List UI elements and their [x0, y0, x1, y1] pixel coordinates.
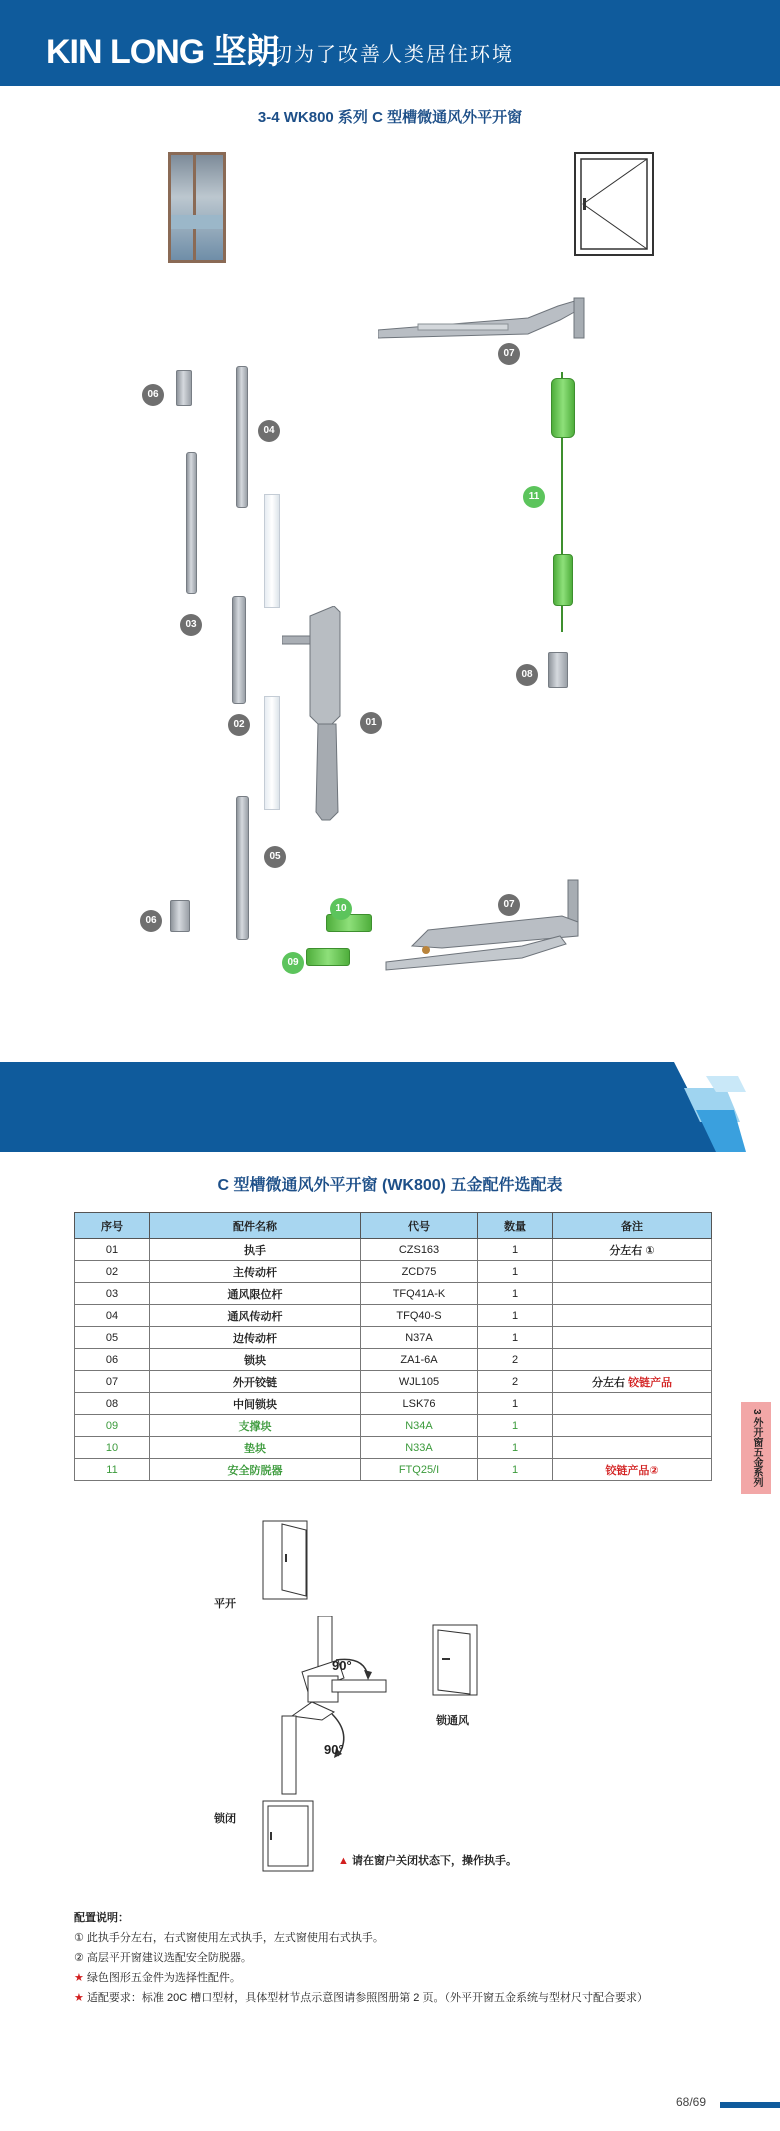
lock-block-bottom [170, 900, 190, 932]
plastic-cover-bottom [264, 696, 280, 810]
vent-limit-rod [186, 452, 197, 594]
col-name: 配件名称 [150, 1213, 361, 1239]
label-07-top: 07 [498, 343, 520, 365]
label-09: 09 [282, 952, 304, 974]
table-row-optional: 09 支撑块 N34A 1 [75, 1415, 712, 1437]
brand-logo: KIN LONG 坚朗 [46, 33, 279, 71]
section-title: 3-4 WK800 系列 C 型槽微通风外平开窗 [257, 109, 523, 126]
window-closed-icon [262, 1800, 316, 1874]
main-drive-rod [232, 596, 246, 704]
side-drive-rod [236, 796, 249, 940]
label-10: 10 [330, 898, 352, 920]
lock-block-top [176, 370, 192, 406]
label-05: 05 [264, 846, 286, 868]
warning-note: ▲ 请在窗户关闭状态下，操作执手。 [338, 1855, 517, 1867]
table-row: 03 通风限位杆 TFQ41A-K 1 [75, 1283, 712, 1305]
col-code: 代号 [361, 1213, 478, 1239]
table-row: 02 主传动杆 ZCD75 1 [75, 1261, 712, 1283]
label-02: 02 [228, 714, 250, 736]
window-schematic-icon [574, 152, 654, 256]
label-open: 平开 [214, 1598, 236, 1610]
label-07-bottom: 07 [498, 894, 520, 916]
table-row: 04 通风传动杆 TFQ40-S 1 [75, 1305, 712, 1327]
middle-lock-block [548, 652, 568, 688]
label-08: 08 [516, 664, 538, 686]
notes-title: 配置说明： [74, 1912, 129, 1924]
notes-line-3: 绿色图形五金件为选择性配件。 [86, 1972, 241, 1984]
brand-slogan: 一切为了改善人类居住环境 [250, 42, 514, 66]
col-no: 序号 [75, 1213, 150, 1239]
label-vent: 锁通风 [436, 1715, 469, 1727]
support-block [306, 948, 350, 966]
window-photo [168, 152, 226, 263]
safety-device-upper [551, 378, 575, 438]
table-row: 08 中间锁块 LSK76 1 [75, 1393, 712, 1415]
page-bar [720, 2102, 780, 2108]
side-tab: 3 外开窗五金系列 [741, 1402, 771, 1494]
hardware-table [74, 1212, 712, 1481]
label-11: 11 [523, 486, 545, 508]
warning-icon: ▲ [338, 1855, 349, 1867]
label-06-bottom: 06 [140, 910, 162, 932]
safety-device-lower [553, 554, 573, 606]
page-number: 68/69 [676, 2095, 707, 2109]
star-icon: ★ [74, 1992, 84, 2004]
notes-line-4: 适配要求：标准 20C 槽口型材，具体型材节点示意图请参照图册第 2 页。（外平开窗五金系统与型材尺寸配合要求） [86, 1992, 648, 2004]
table-row-optional: 10 垫块 N33A 1 [75, 1437, 712, 1459]
label-03: 03 [180, 614, 202, 636]
table-row: 06 锁块 ZA1-6A 2 [75, 1349, 712, 1371]
table-row: 07 外开铰链 WJL105 2 分左右 铰链产品 [75, 1371, 712, 1393]
handle-rotation-diagram [272, 1616, 412, 1796]
notes-line-1: ① 此执手分左右，右式窗使用左式执手，左式窗使用右式执手。 [74, 1932, 384, 1944]
col-qty: 数量 [478, 1213, 553, 1239]
table-title: C 型槽微通风外平开窗 (WK800) 五金配件选配表 [217, 1177, 563, 1194]
angle-bottom: 90° [324, 1742, 344, 1757]
window-vent-icon [432, 1624, 482, 1700]
label-01: 01 [360, 712, 382, 734]
plastic-cover-top [264, 494, 280, 608]
handle [282, 606, 362, 822]
section-band [0, 1062, 780, 1152]
angle-top: 90° [332, 1658, 352, 1673]
label-06-top: 06 [142, 384, 164, 406]
window-open-icon [262, 1520, 318, 1602]
vent-drive-rod [236, 366, 248, 508]
table-row: 05 边传动杆 N37A 1 [75, 1327, 712, 1349]
hinge-top [378, 296, 590, 346]
star-icon: ★ [74, 1972, 84, 1984]
config-notes [74, 1908, 648, 2008]
table-row: 01 执手 CZS163 1 分左右 ① [75, 1239, 712, 1261]
notes-line-2: ② 高层平开窗建议选配安全防脱器。 [74, 1952, 252, 1964]
col-note: 备注 [553, 1213, 712, 1239]
hinge-bottom [382, 878, 594, 974]
table-row-optional: 11 安全防脱器 FTQ25/I 1 铰链产品② [75, 1459, 712, 1481]
label-04: 04 [258, 420, 280, 442]
label-closed: 锁闭 [214, 1813, 236, 1825]
